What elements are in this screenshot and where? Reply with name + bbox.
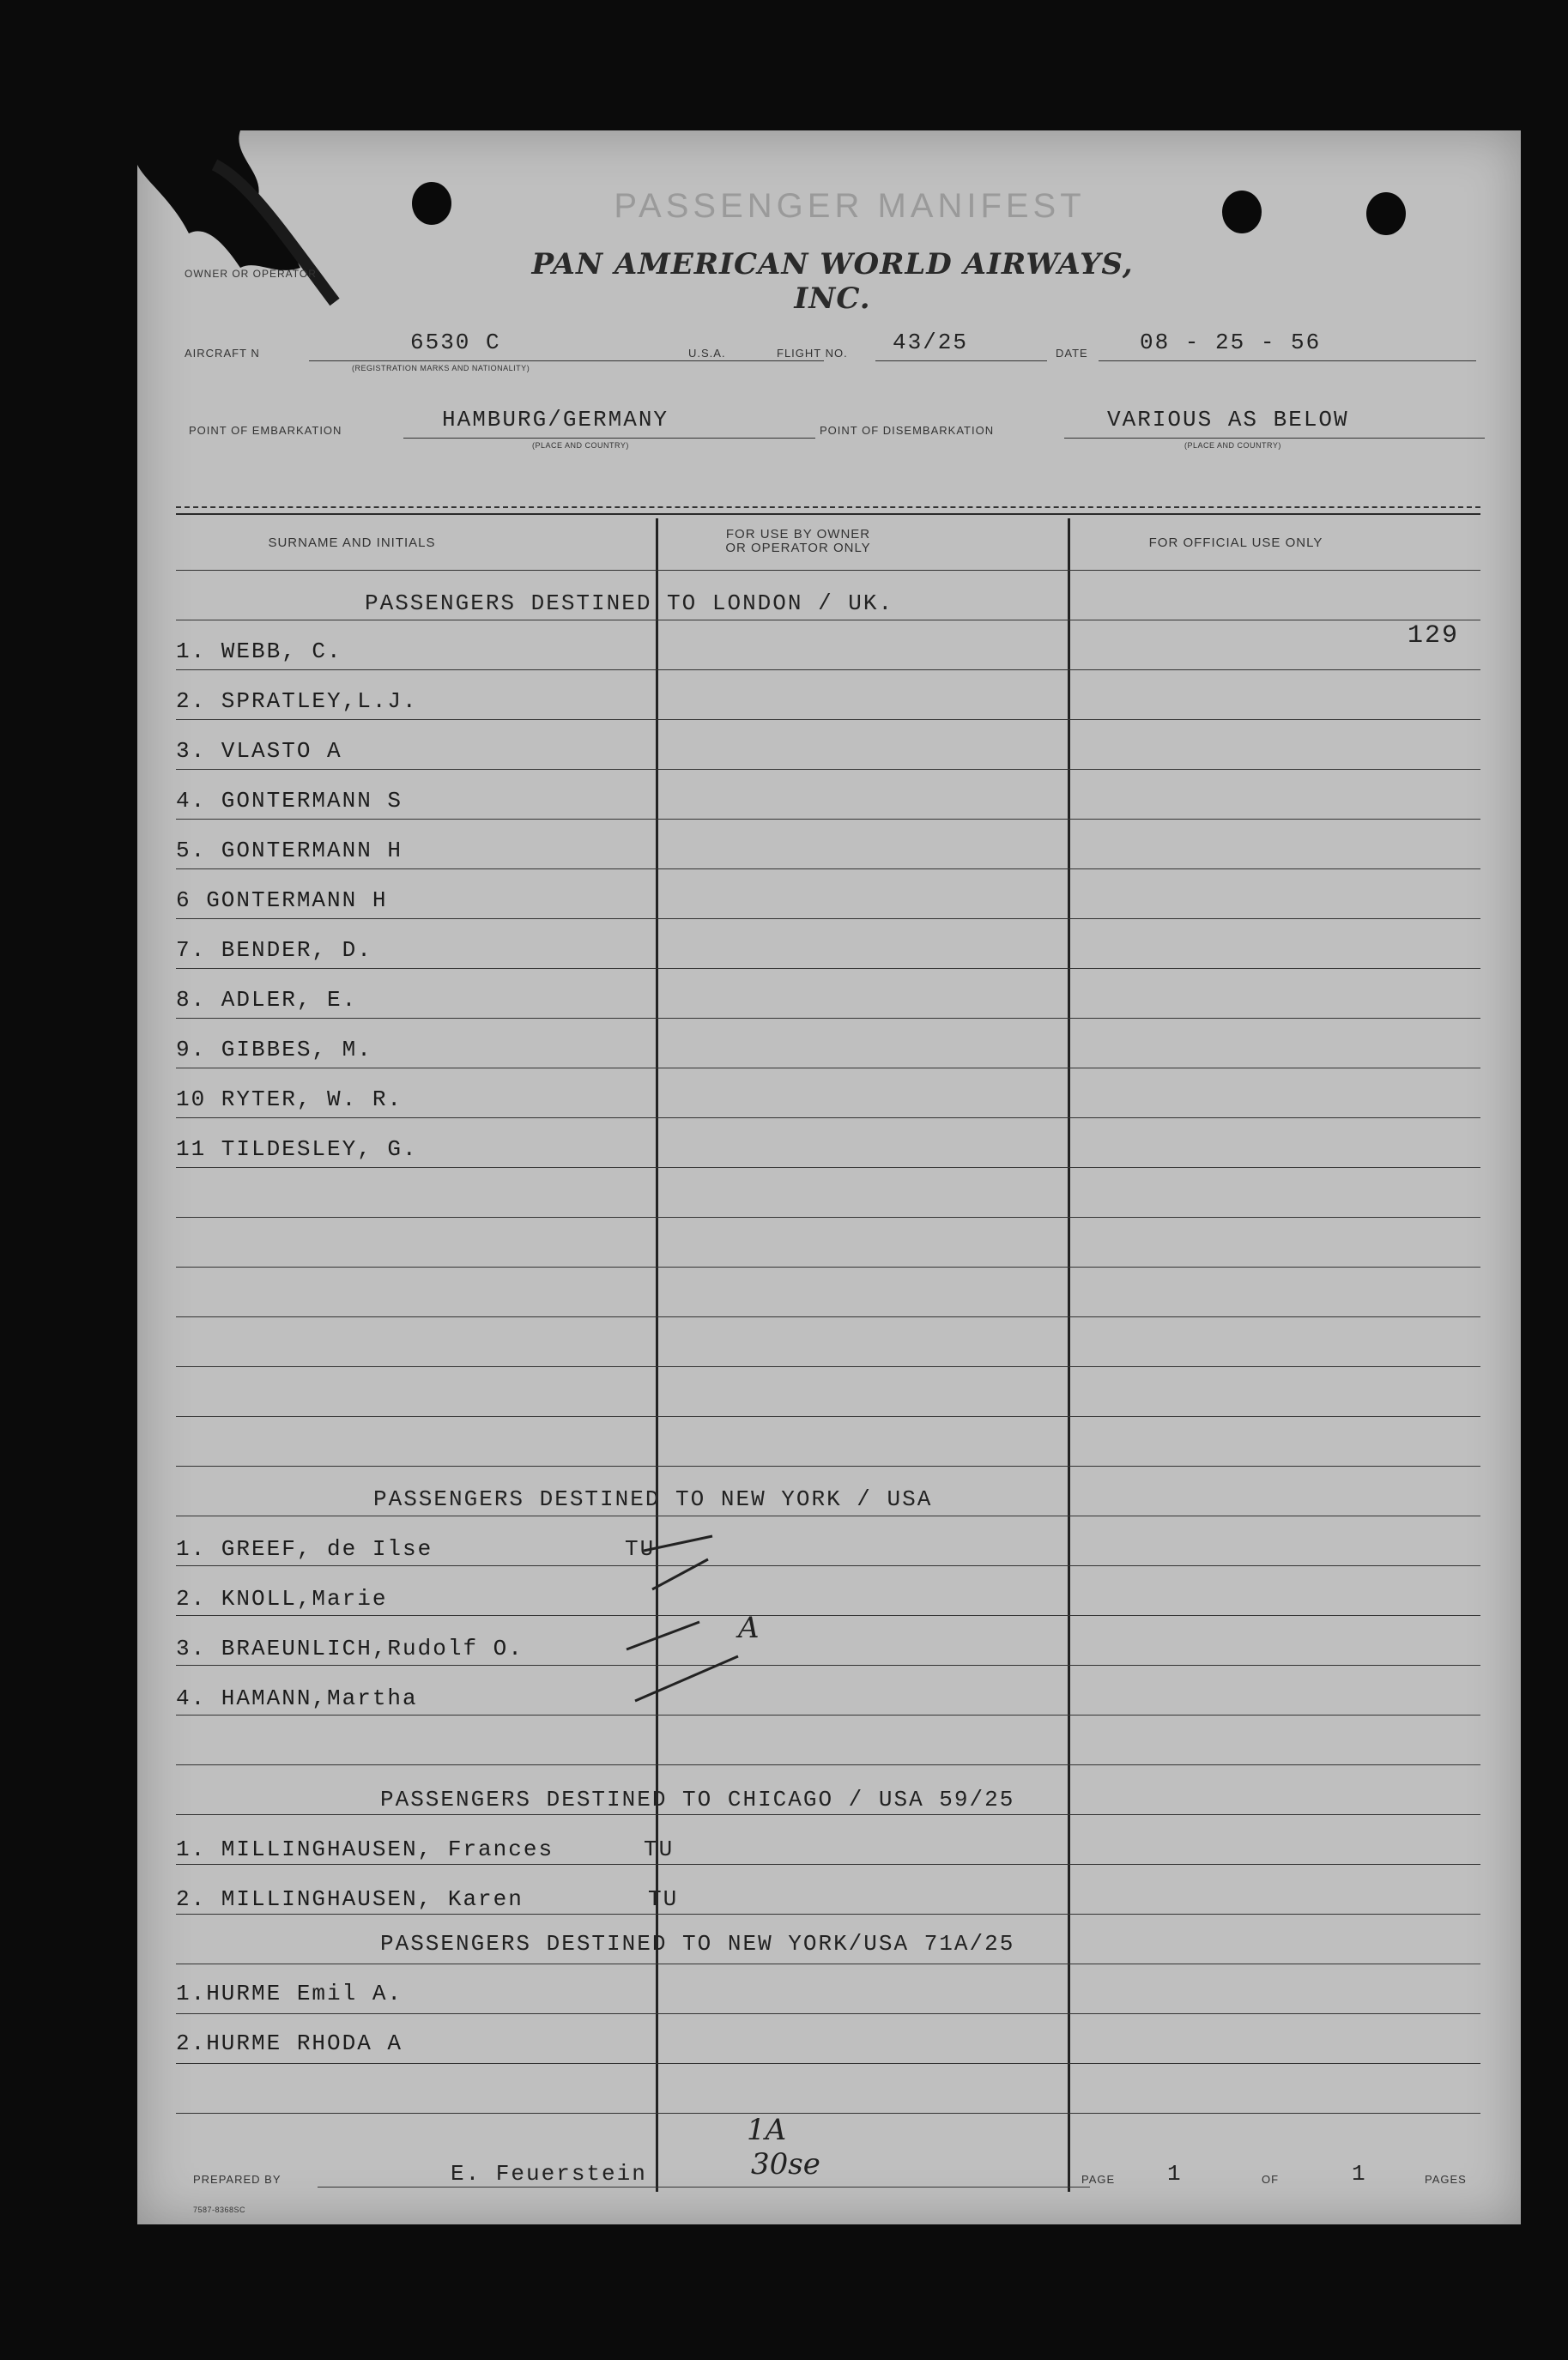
of-value: 1	[1352, 2161, 1367, 2187]
ruled-line	[176, 2063, 1480, 2064]
punch-hole-right	[1366, 192, 1406, 235]
embark-label: POINT OF EMBARKATION	[189, 424, 342, 437]
ruled-line	[176, 1267, 1480, 1268]
list-item: 3. VLASTO A	[176, 738, 342, 764]
pages-label: PAGES	[1425, 2173, 1467, 2186]
aircraft-sub: (REGISTRATION MARKS AND NATIONALITY)	[352, 364, 530, 372]
aircraft-value: 6530 C	[410, 330, 501, 355]
prepared-value: E. Feuerstein	[451, 2161, 647, 2187]
list-item: 1. MILLINGHAUSEN, Frances	[176, 1837, 554, 1862]
ruled-line	[176, 769, 1480, 770]
punch-hole-mid	[1222, 191, 1262, 233]
newyork2-heading: PASSENGERS DESTINED TO NEW YORK/USA 71A/25	[380, 1931, 1015, 1957]
ruled-line	[176, 1167, 1480, 1168]
ruled-line	[176, 1814, 1480, 1815]
ruled-line	[176, 1416, 1480, 1417]
of-label: OF	[1262, 2173, 1280, 2186]
ruled-line	[176, 968, 1480, 969]
ruled-line	[176, 2013, 1480, 2014]
ruled-line	[176, 1018, 1480, 1019]
date-label: DATE	[1056, 347, 1088, 360]
aircraft-label: AIRCRAFT N	[185, 347, 260, 360]
list-item: 1. GREEF, de Ilse	[176, 1536, 433, 1562]
prepared-label: PREPARED BY	[193, 2173, 282, 2186]
handwritten-30se: 30se	[751, 2147, 820, 2181]
list-item: 2.HURME RHODA A	[176, 2030, 403, 2056]
london-official-note: 129	[1408, 621, 1460, 651]
disembark-line	[1064, 438, 1485, 439]
usa-label: U.S.A.	[688, 347, 726, 360]
prepared-line	[318, 2187, 1090, 2188]
chicago-heading: PASSENGERS DESTINED TO CHICAGO / USA 59/25	[380, 1787, 1015, 1812]
ruled-line	[176, 1366, 1480, 1367]
ruled-line	[176, 868, 1480, 869]
list-item: 6 GONTERMANN H	[176, 887, 388, 913]
disembark-sub: (PLACE AND COUNTRY)	[1184, 441, 1281, 450]
newyork-heading: PASSENGERS DESTINED TO NEW YORK / USA	[373, 1486, 933, 1512]
page-value: 1	[1167, 2161, 1183, 2187]
london-heading: PASSENGERS DESTINED TO LONDON / UK.	[365, 590, 894, 616]
punch-hole-left	[412, 182, 451, 225]
col-official: FOR OFFICIAL USE ONLY	[1148, 536, 1323, 550]
list-item: 10 RYTER, W. R.	[176, 1086, 403, 1112]
chicago-mark-1: TU	[644, 1837, 675, 1862]
list-item: 2. MILLINGHAUSEN, Karen	[176, 1886, 524, 1912]
ruled-line	[176, 2113, 1480, 2114]
ruled-line	[176, 1764, 1480, 1765]
ruled-line	[176, 719, 1480, 720]
manifest-title: PASSENGER MANIFEST	[614, 187, 1086, 225]
col-owner-2: OR OPERATOR ONLY	[725, 541, 871, 555]
list-item: 7. BENDER, D.	[176, 937, 372, 963]
embark-line	[403, 438, 815, 439]
ruled-line	[176, 918, 1480, 919]
list-item: 3. BRAEUNLICH,Rudolf O.	[176, 1636, 524, 1661]
ruled-line	[176, 669, 1480, 670]
date-value: 08 - 25 - 56	[1140, 330, 1322, 355]
handwritten-1a: 1A	[747, 2113, 787, 2147]
company-name: PAN AMERICAN WORLD AIRWAYS, INC.	[531, 247, 1134, 316]
ruled-line	[176, 1914, 1480, 1915]
ruled-line	[176, 819, 1480, 820]
ruled-line	[176, 1316, 1480, 1317]
list-item: 2. SPRATLEY,L.J.	[176, 688, 418, 714]
date-line	[1099, 360, 1476, 361]
disembark-label: POINT OF DISEMBARKATION	[820, 424, 995, 437]
disembark-value: VARIOUS AS BELOW	[1107, 407, 1349, 433]
newyork-mark: TU	[625, 1536, 656, 1562]
page-label: PAGE	[1081, 2173, 1116, 2186]
list-item: 1.HURME Emil A.	[176, 1981, 403, 2006]
list-item: 11 TILDESLEY, G.	[176, 1136, 418, 1162]
ruled-line	[176, 1466, 1480, 1467]
list-item: 2. KNOLL,Marie	[176, 1586, 388, 1612]
header-divider-2	[176, 513, 1480, 515]
torn-corner	[137, 130, 360, 328]
ruled-line	[176, 1217, 1480, 1218]
col-surname: SURNAME AND INITIALS	[268, 536, 436, 550]
handwritten-strokes	[618, 1521, 841, 1744]
chicago-mark-2: TU	[648, 1886, 679, 1912]
flight-value: 43/25	[893, 330, 969, 355]
list-item: 9. GIBBES, M.	[176, 1037, 372, 1062]
col-owner-1: FOR USE BY OWNER	[725, 527, 871, 542]
embark-value: HAMBURG/GERMANY	[442, 407, 669, 433]
owner-label: OWNER OR OPERATOR	[185, 268, 317, 280]
aircraft-line	[309, 360, 824, 361]
list-item: 5. GONTERMANN H	[176, 838, 403, 863]
manifest-page	[137, 130, 1521, 2224]
flight-label: FLIGHT NO.	[777, 347, 848, 360]
list-item: 4. HAMANN,Martha	[176, 1685, 418, 1711]
ruled-line	[176, 570, 1480, 571]
embark-sub: (PLACE AND COUNTRY)	[532, 441, 629, 450]
ruled-line	[176, 1117, 1480, 1118]
list-item: 4. GONTERMANN S	[176, 788, 403, 814]
flight-line	[875, 360, 1047, 361]
list-item: 1. WEBB, C.	[176, 638, 342, 664]
ruled-line	[176, 1864, 1480, 1865]
header-divider-1	[176, 506, 1480, 508]
list-item: 8. ADLER, E.	[176, 987, 358, 1013]
handwritten-a: A	[738, 1611, 760, 1645]
form-code: 7587-8368SC	[193, 2206, 246, 2214]
